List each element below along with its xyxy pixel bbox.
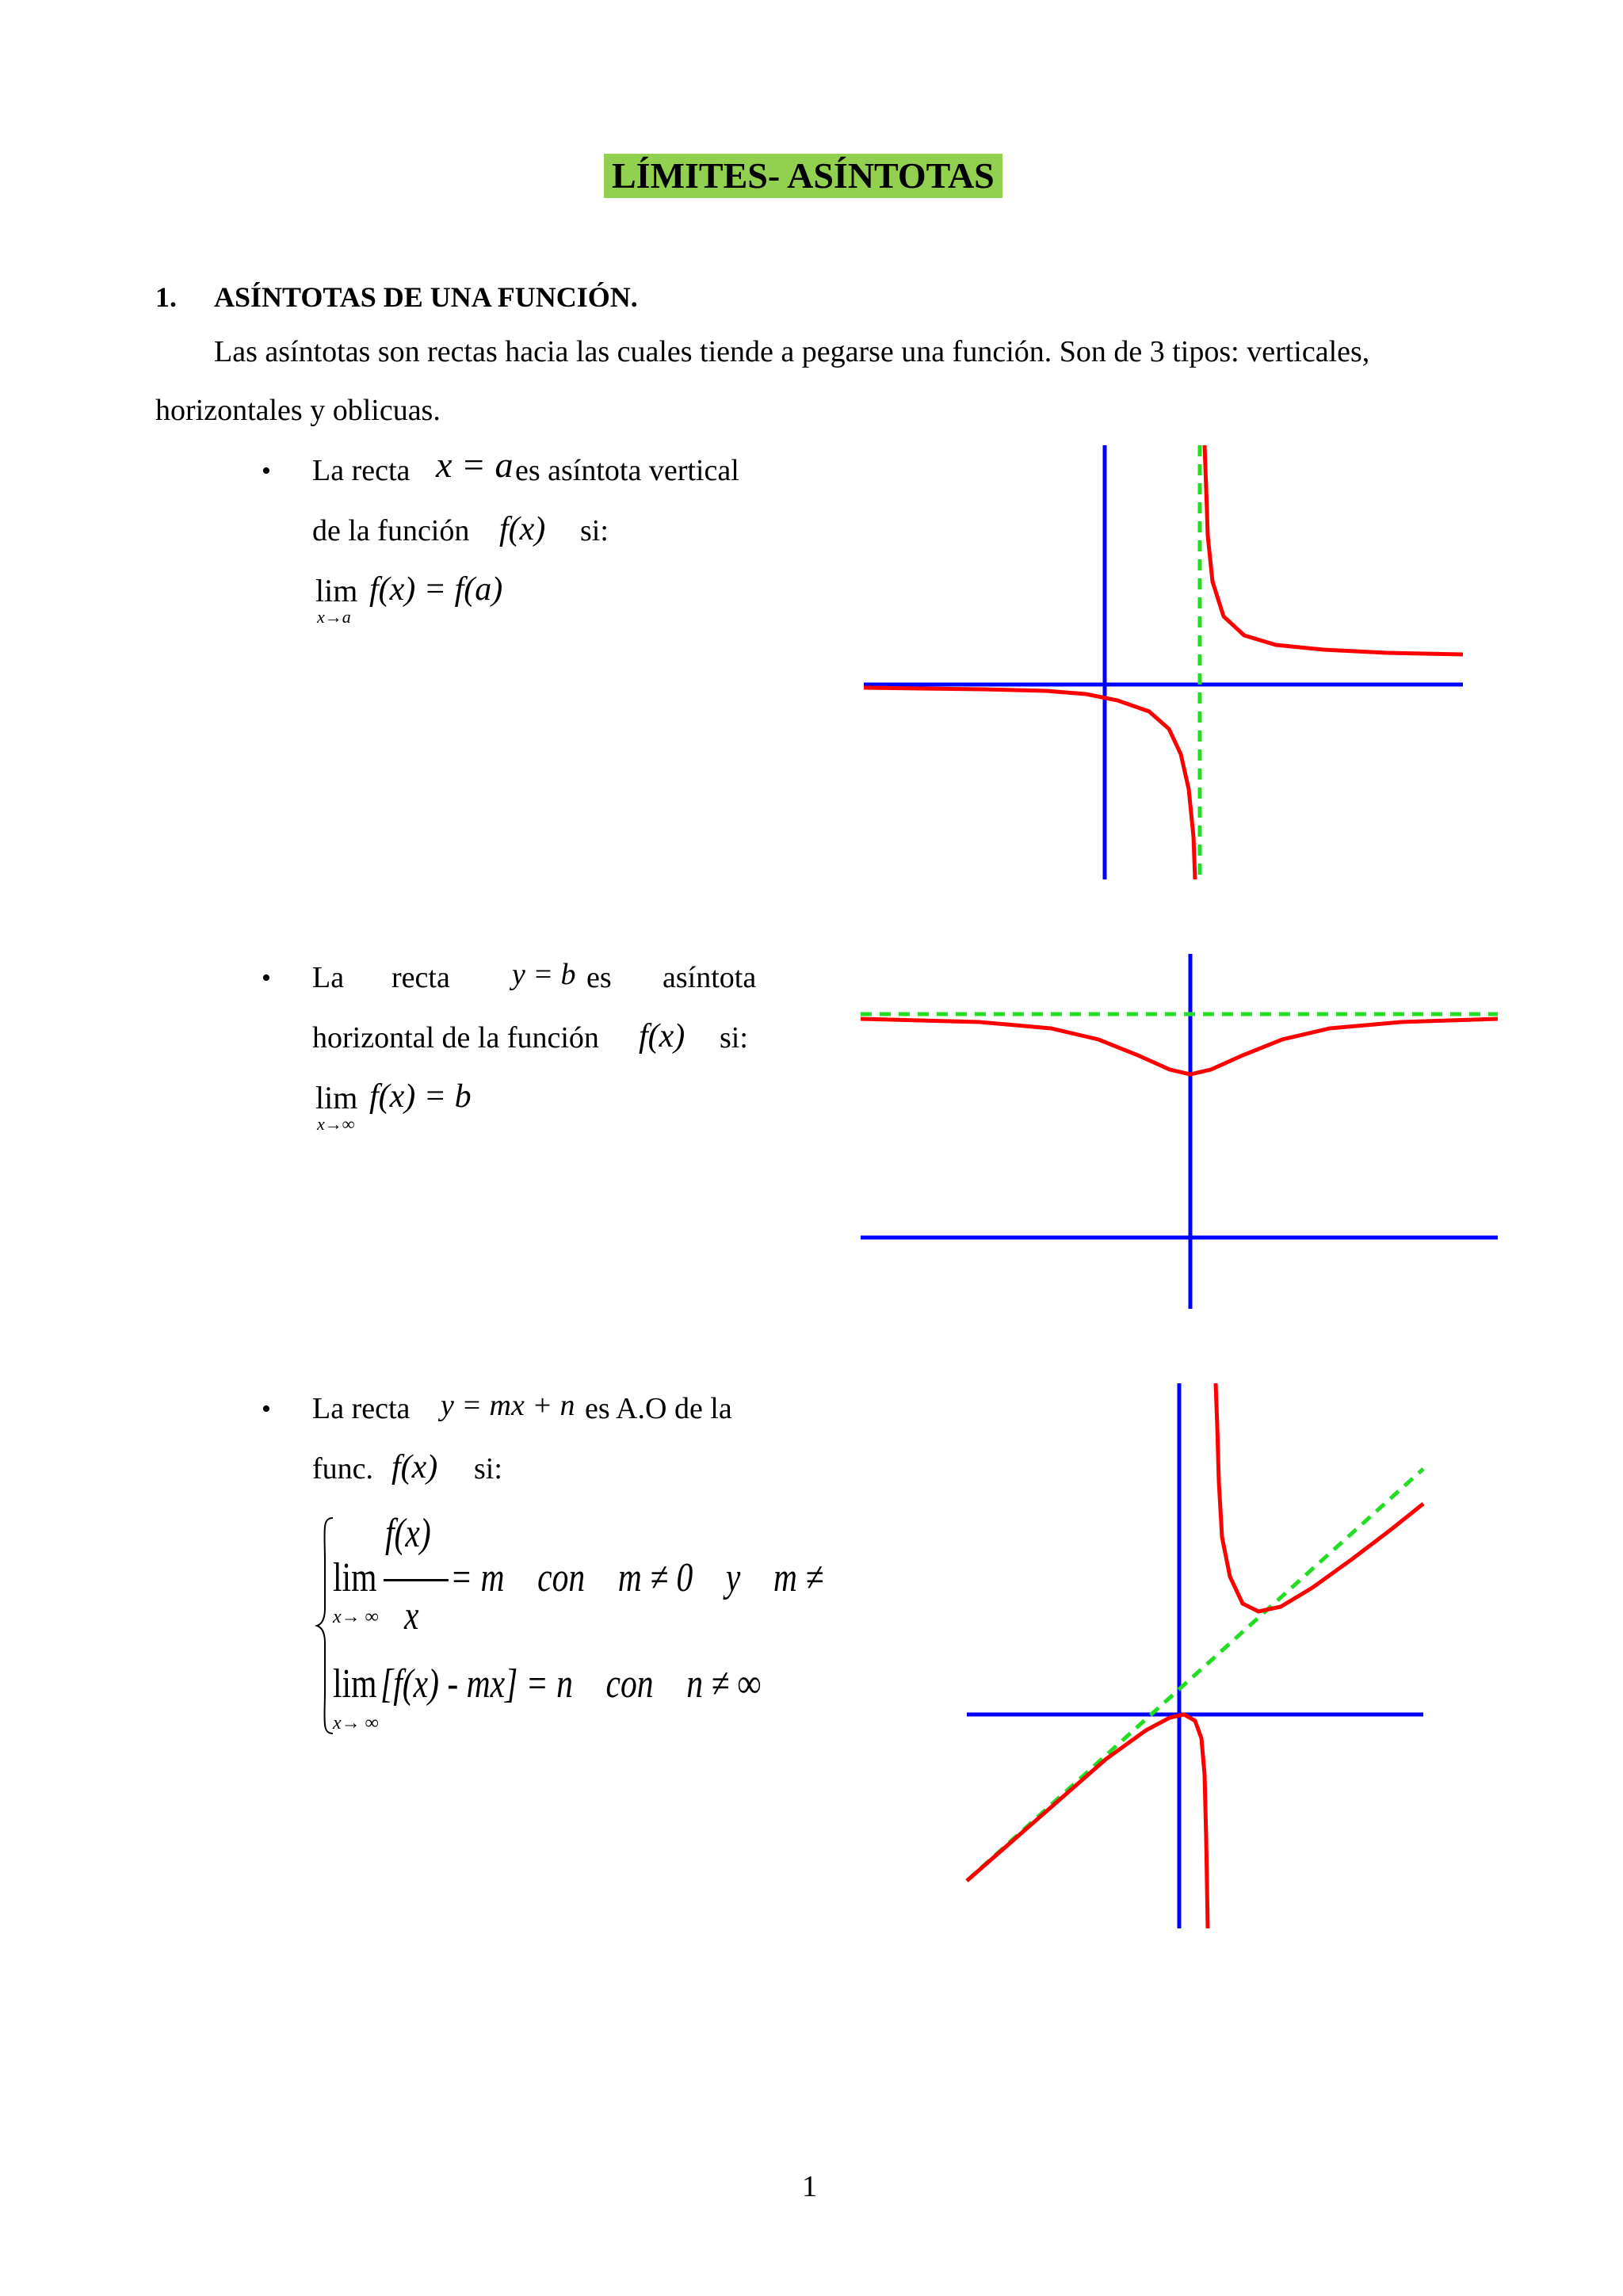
section-number: 1. (155, 281, 177, 313)
oblique-fraction-numerator: f(x) (385, 1511, 431, 1556)
vertical-de-la-funcion: de la función (312, 514, 470, 547)
oblique-row1-rest: = m con m ≠ 0 y m ≠ (450, 1555, 824, 1600)
horizontal-asintota: asíntota (663, 961, 757, 994)
oblique-row2-expression: [f(x) - mx] = n con n ≠ ∞ (380, 1661, 762, 1707)
curve-left-branch (864, 688, 1195, 879)
bullet-horizontal: • (262, 963, 271, 993)
horizontal-lim-expression: f(x) = b (369, 1078, 472, 1115)
oblique-lim-1-sub: x→ ∞ (333, 1607, 379, 1627)
intro-paragraph-line1: Las asíntotas son rectas hacia las cuales tiende a pegarse una función. Son de 3 tipos: verticales, (214, 335, 1370, 368)
oblique-lim-2-sub: x→ ∞ (333, 1713, 379, 1733)
horizontal-recta: recta (391, 961, 450, 994)
oblique-es-ao: es A.O de la (585, 1392, 732, 1425)
oblique-la-recta: La recta (312, 1392, 411, 1425)
vertical-lim-expression: f(x) = f(a) (369, 571, 503, 608)
horizontal-line2: horizontal de la función (312, 1021, 599, 1055)
horizontal-la: La (312, 961, 345, 994)
curve-left-branch (967, 1714, 1208, 1928)
horizontal-lim: lim (315, 1080, 358, 1116)
horizontal-si: si: (720, 1021, 748, 1055)
horizontal-lim-sub: x→∞ (317, 1114, 355, 1134)
curve-right-branch (1205, 445, 1463, 654)
vertical-equation: x = a (436, 444, 514, 485)
horizontal-equation: y = b (512, 958, 576, 991)
vertical-la-recta: La recta (312, 454, 411, 487)
bullet-vertical: • (262, 456, 271, 486)
intro-paragraph-line2: horizontales y oblicuas. (155, 394, 441, 427)
graph-horizontal-asymptote (861, 951, 1501, 1315)
vertical-lim-sub: x→a (317, 607, 351, 627)
oblique-lim-1: lim (333, 1555, 377, 1600)
vertical-es-asintota: es asíntota vertical (515, 454, 739, 487)
vertical-si: si: (580, 514, 609, 547)
curve (861, 1019, 1498, 1074)
page-title: LÍMITES- ASÍNTOTAS (604, 154, 1002, 198)
oblique-fraction-denominator: x (404, 1593, 419, 1638)
vertical-lim: lim (315, 573, 358, 608)
horizontal-es: es (586, 961, 612, 994)
fraction-bar (384, 1579, 449, 1581)
graph-oblique-asymptote (964, 1379, 1433, 1933)
oblique-fx: f(x) (391, 1449, 438, 1486)
oblique-func: func. (312, 1452, 374, 1486)
bullet-oblique: • (262, 1394, 271, 1424)
horizontal-fx: f(x) (639, 1018, 685, 1055)
section-title: ASÍNTOTAS DE UNA FUNCIÓN. (214, 281, 638, 313)
oblique-si: si: (474, 1452, 502, 1486)
graph-vertical-asymptote (864, 441, 1466, 884)
page-number: 1 (802, 2170, 817, 2203)
oblique-lim-2: lim (333, 1661, 377, 1707)
vertical-fx: f(x) (499, 511, 546, 547)
oblique-equation: y = mx + n (441, 1389, 575, 1422)
